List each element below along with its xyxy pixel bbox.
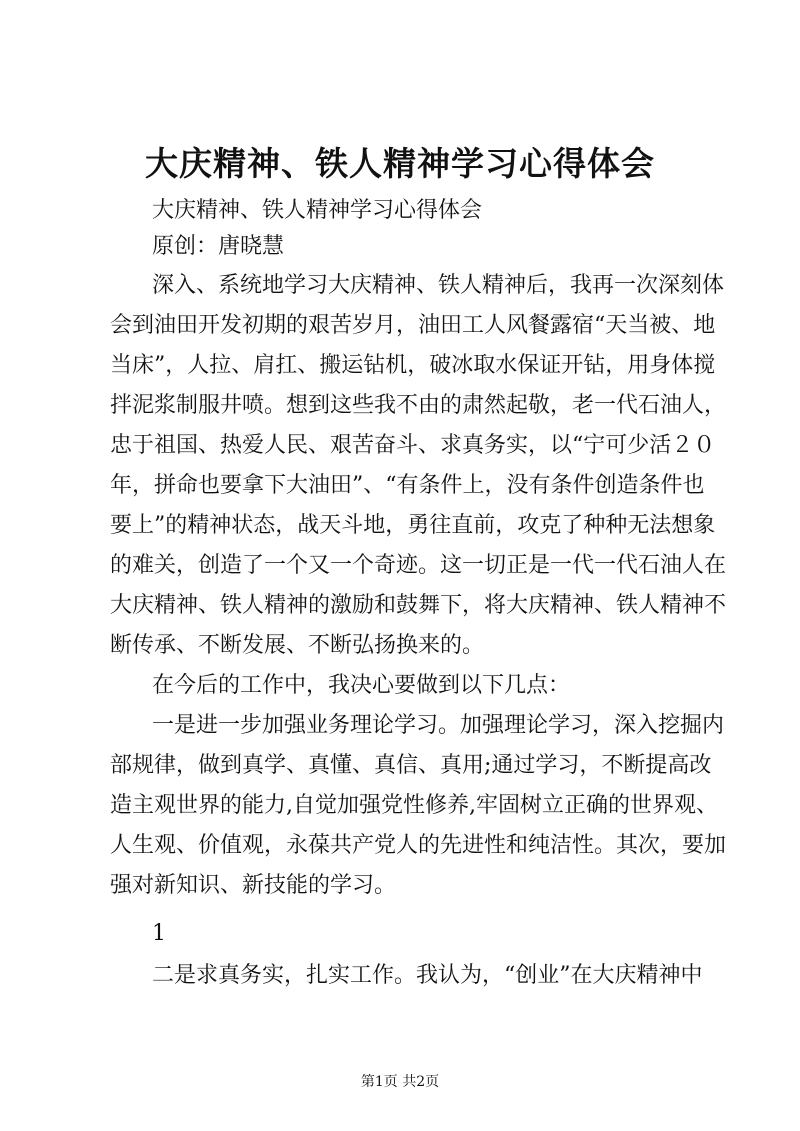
paragraph-line: 造主观世界的能力,自觉加强党性修养,牢固树立正确的世界观、 [110, 793, 718, 818]
paragraph-line: 大庆精神、铁人精神的激励和鼓舞下，将大庆精神、铁人精神不 [110, 593, 727, 618]
inline-page-number: 1 [152, 921, 166, 946]
paragraph-line: 当床”，人拉、肩扛、搬运钻机，破冰取水保证开钻，用身体搅 [110, 353, 716, 378]
paragraph-line: 忠于祖国、热爱人民、艰苦奋斗、求真务实，以“宁可少活２０ [110, 433, 716, 458]
paragraph-2: 在今后的工作中，我决心要做到以下几点： [152, 673, 571, 698]
document-title: 大庆精神、铁人精神学习心得体会 [145, 144, 655, 183]
paragraph-line: 断传承、不断发展、不断弘扬换来的。 [110, 633, 485, 658]
subtitle: 大庆精神、铁人精神学习心得体会 [152, 198, 483, 223]
paragraph-4-line: 二是求真务实，扎实工作。我认为，“创业”在大庆精神中 [152, 963, 703, 988]
author-line: 原创：唐晓慧 [152, 234, 285, 259]
paragraph-line: 的难关，创造了一个又一个奇迹。这一切正是一代一代石油人在 [110, 553, 727, 578]
paragraph-line: 人生观、价值观，永葆共产党人的先进性和纯洁性。其次，要加 [110, 833, 727, 858]
paragraph-line: 强对新知识、新技能的学习。 [110, 873, 397, 898]
paragraph-line: 拌泥浆制服井喷。想到这些我不由的肃然起敬，老一代石油人， [110, 393, 727, 418]
paragraph-line: 要上”的精神状态，战天斗地，勇往直前，攻克了种种无法想象 [110, 513, 716, 538]
paragraph-line: 一是进一步加强业务理论学习。加强理论学习，深入挖掘内 [152, 713, 725, 738]
page-footer: 第1页 共2页 [360, 1074, 440, 1090]
paragraph-line: 部规律，做到真学、真懂、真信、真用;通过学习，不断提高改 [110, 753, 712, 778]
paragraph-line: 会到油田开发初期的艰苦岁月，油田工人风餐露宿“天当被、地 [110, 313, 716, 338]
paragraph-line: 深入、系统地学习大庆精神、铁人精神后，我再一次深刻体 [152, 273, 725, 298]
paragraph-line: 年，拼命也要拿下大油田”、“有条件上，没有条件创造条件也 [110, 473, 705, 498]
